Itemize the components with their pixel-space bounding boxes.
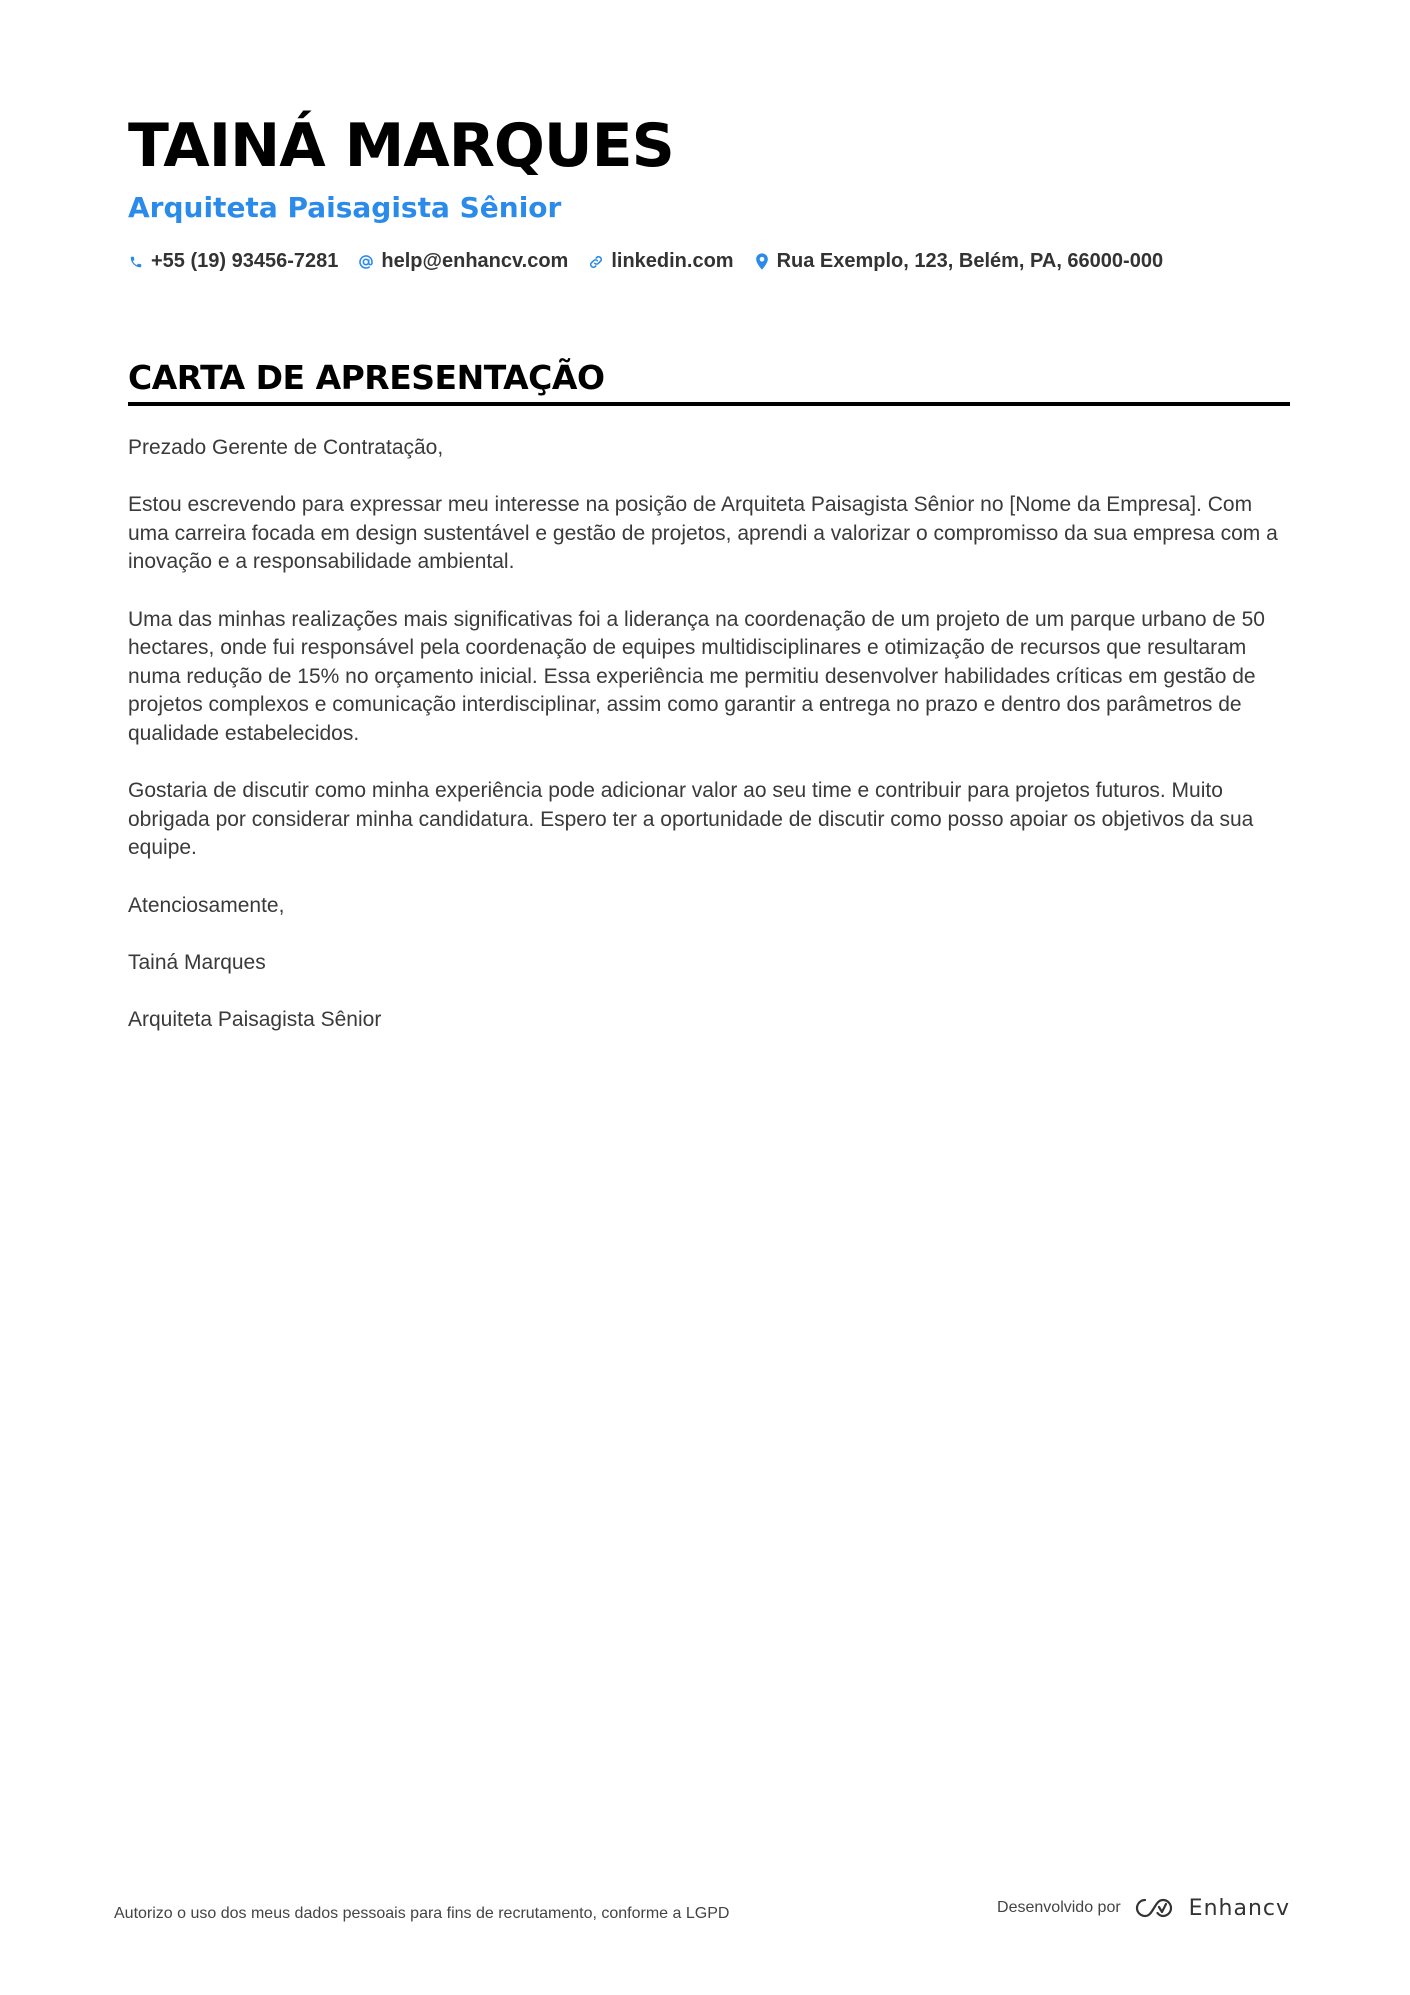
- letter-paragraph: Estou escrevendo para expressar meu interesse na posição de Arquiteta Paisagista Sênior no [Nome da Empresa]. Com uma carreira focada em design sustentável e gestão de projetos, aprendi a valorizar o compromisso da sua empresa com a inovação e a responsabilidade ambiental.: [128, 493, 1278, 574]
- at-icon: [358, 254, 374, 270]
- contact-linkedin[interactable]: [588, 250, 733, 273]
- powered-by-label: Desenvolvido por: [997, 1899, 1121, 1916]
- contact-address-text: Rua Exemplo, 123, Belém, PA, 66000-000: [776, 250, 1164, 272]
- signature-title: Arquiteta Paisagista Sênior: [128, 1007, 382, 1031]
- cover-letter-page: [128, 108, 1290, 1063]
- location-pin-icon: [754, 254, 770, 270]
- phone-icon: [128, 254, 144, 270]
- link-icon: [588, 254, 604, 270]
- enhancv-logo-icon: [1133, 1896, 1179, 1920]
- page-footer: [114, 1893, 1290, 1923]
- contact-address: [754, 250, 1164, 273]
- letter-paragraph: Uma das minhas realizações mais significativas foi a liderança na coordenação de um projeto de um parque urbano de 50 hectares, onde fui responsável pela coordenação de equipes multidisciplinares e otimização de recursos que resultaram numa redução de 15% no orçamento inicial. Essa experiência me permitiu desenvolver habilidades críticas em gestão de projetos complexos e comunicação interdisciplinar, assim como garantir a entrega no prazo e dentro dos parâmetros de qualidade estabelecidos.: [128, 607, 1265, 745]
- candidate-title: Arquiteta Paisagista Sênior: [128, 191, 562, 224]
- letter-body: [128, 434, 1290, 1034]
- candidate-name: TAINÁ MARQUES: [128, 111, 674, 181]
- powered-by[interactable]: [997, 1896, 1290, 1921]
- contact-linkedin-text: linkedin.com: [611, 250, 734, 272]
- contact-email[interactable]: [358, 250, 568, 273]
- contact-phone-text: +55 (19) 93456-7281: [151, 250, 339, 272]
- enhancv-brand: Enhancv: [1188, 1895, 1290, 1921]
- letter-paragraph: Gostaria de discutir como minha experiência pode adicionar valor ao seu time e contribuir para projetos futuros. Muito obrigada por considerar minha candidatura. Espero ter a oportunidade de discutir como posso apoiar os objetivos da sua equipe.: [128, 779, 1254, 860]
- section-divider: [128, 402, 1290, 406]
- signature-name: Tainá Marques: [128, 950, 266, 974]
- contact-phone[interactable]: [128, 250, 338, 273]
- contact-email-text: help@enhancv.com: [381, 250, 569, 272]
- consent-notice: Autorizo o uso dos meus dados pessoais para fins de recrutamento, conforme a LGPD: [114, 1905, 730, 1922]
- letter-closing: Atenciosamente,: [128, 893, 285, 917]
- letter-greeting: Prezado Gerente de Contratação,: [128, 436, 444, 459]
- contact-bar: [128, 250, 1290, 273]
- section-title: CARTA DE APRESENTAÇÃO: [128, 358, 605, 397]
